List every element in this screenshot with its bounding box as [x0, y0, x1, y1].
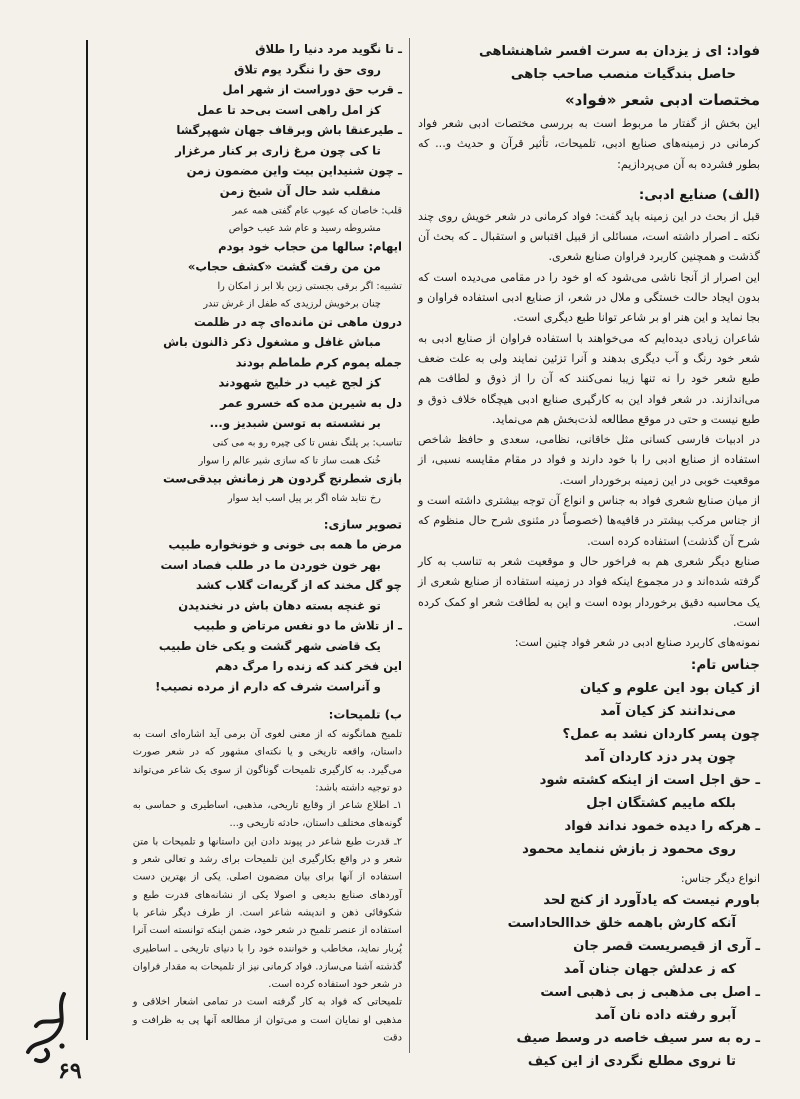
paragraph: این بخش از گفتار ما مربوط است به بررسی مختصات ادبی شعر فواد کرمانی در زمینه‌های صنایع ادبی، تلمیحات، تأثیر قرآن و حدیث و... که بطور فشرده به آن می‌پردازیم: [418, 117, 760, 171]
verse-line: ـ از تلاش ما دو نفس مرتاض و طبیب [193, 619, 402, 634]
verse-line-small: قلب: خاصان که عیوب عام گفتی همه عمر [232, 204, 402, 216]
verse-line: چون پدر دزد کاردان آمد [584, 750, 736, 766]
paragraph: از میان صنایع شعری فواد به جناس و انواع آن توجه بیشتری داشته است و از جناس مرکب بیشتر در قافیه‌ها (خصوصاً در مثنوی شرح حال منظوم که شرح آن گذشت) استفاده کرده است. [418, 494, 760, 548]
verse-line: ـ قرب حق دوراست از شهر امل [222, 84, 402, 98]
verse-line: باورم نیست که یادآورد از کنج لحد [543, 893, 760, 909]
paragraph: تلمیح همانگونه که از معنی لغوی آن برمی آید اشاره‌ای است به داستان، واقعه تاریخی و یا نکته‌ای مشهور که در شعر صورت می‌گیرد. به کارگیری تلمیحات گوناگون از سوی یک شاعر می‌تواند دو توجیه داشته باشد: [132, 728, 402, 794]
verse-line: این فخر کند که زنده را مرگ دهم [215, 660, 402, 674]
paragraph: تلمیحاتی که فواد به کار گرفته است در تمامی اشعار اخلاقی و مذهبی او نمایان است و می‌توان از مطالعه آنها پی به ظرافت و دقت [132, 996, 402, 1044]
verse-line: تا نروی مطلع نگردی از این کیف [527, 1054, 736, 1070]
verse-line: و آنراست شرف که دارم از مرده نصیب! [155, 680, 381, 694]
verse-line: ـ طیرعنقا باش وبرقاف جهان شهپرگشا [176, 124, 402, 138]
verse-line-small: تشبیه: اگر برقی بجستی زین بلا ابر ز امکان را [217, 280, 402, 292]
paragraph: ۱ـ اطلاع شاعر از وقایع تاریخی، مذهبی، اساطیری و حماسی به گونه‌های مختلف داستان، حادثه تاریخی و... [132, 799, 402, 829]
verse-line: روی محمود ز بازش ننماید محمود [522, 842, 736, 858]
verse-line: آنکه کارش باهمه خلق خداالحاداست [507, 916, 736, 932]
verse-line: مباش غافل و مشغول ذکر ذالنون باش [163, 336, 381, 350]
verse-line: بهر خون خوردن ما در طلب فصاد است [160, 559, 381, 573]
verse-line: من من رفت گشت «کشف حجاب» [187, 260, 381, 275]
verse-line: که ز عدلش جهان جنان آمد [563, 962, 736, 978]
verse-line: از کیان بود این علوم و کیان [579, 681, 760, 697]
verse-line-small: انواع دیگر جناس: [680, 872, 760, 886]
verse-line: روی حق را ننگرد یوم تلاق [233, 63, 381, 77]
paragraph: این اصرار از آنجا ناشی می‌شود که او خود را در مقامی می‌دیده است که بدون ایجاد حالت خستگی و ملال در شعر، از صنایع ادبی استفاده فراوان و بجا نماید و این هنر او بر شاعر توانا طبع دیگری است. [418, 270, 760, 325]
verse-line: مرض ما همه بی خونی و خونخواره طبیب [168, 538, 402, 553]
left-column [133, 40, 402, 1047]
column-divider [409, 38, 410, 1053]
paragraph: ۲ـ قدرت طبع شاعر در پیوند دادن این داستانها و تلمیحات با متن شعر و در واقع بکارگیری این تلمیحات برای رشد و تعالی شعر و استفاده از آنها برای بیان مضمون اصلی. یکی از بهترین دست آوردهای صنایع بدیعی و اصولا یکی از نشانه‌های قدرت طبع و شکوفائی ذهن و اندیشه شاعر است. از طرف دیگر شاعر با استفاده از عنصر تلمیح در شعر خود، ضمن اینکه توانسته است آنرا پُربار نماید، مخاطب و خواننده خود را با دنیای تاریخی ـ اساطیری گذشته آشنا می‌سازد. فواد کرمانی نیز از تلمیحات به مقدار فراوان در شعر خود استفاده کرده است. [132, 835, 402, 990]
verse-line: ـ ره به سر سیف خاصه در وسط صیف [516, 1031, 760, 1047]
verse-line: بلکه ماییم کشتگان اجل [586, 796, 736, 812]
spacer [418, 175, 760, 183]
verse-line: یک قاضی شهر گشت و یکی خان طبیب [158, 640, 381, 654]
paragraph: در ادبیات فارسی کسانی مثل خاقانی، نظامی، سعدی و حافظ شاخص استفاده از صنایع ادبی را با خود دارند و فواد در مقام مقایسه نسبی، از موقعیت خوبی در این زمینه برخوردار است. [418, 433, 760, 487]
verse-line: تا کی چون مرغ زاری بر کنار مرغزار [175, 144, 381, 158]
spacer [133, 507, 402, 514]
paragraph: شاعران زیادی دیده‌ایم که می‌خواهند با استفاده فراوان از صنایع ادبی به شعر خود رنگ و آب دیگری بدهند و آنرا تزئین نمایند ولی به علت ضعف طبع شعر خود را نه تنها زیبا نمی‌کنند که آن را از ذوق و لطافت هم می‌اندازند. در شعر فواد این به کارگیری صنایع ادبی هیچگاه خلاف ذوق و طبع نیست و حتی در موقع مطالعه لذت‌بخش هم می‌نماید. [418, 331, 760, 426]
paragraph: قبل از بحث در این زمینه باید گفت: فواد کرمانی در شعر خویش روی چند نکته ـ اصرار داشته است، مسائلی از قبیل اقتباس و استقبال ـ که بحث آن گذشت و همچنین کاربرد فراوان صنایع شعری. [418, 209, 760, 264]
verse-line: بازی شطرنج گردون هر زمانش بیدقی‌ست [162, 472, 402, 487]
verse-line: چون پسر کاردان نشد به عمل؟ [562, 727, 760, 743]
verse-line-small: چنان برخویش لرزیدی که طفل از غرش تندر [203, 297, 381, 310]
verse-line: ـ تا نگوید مرد دنیا را طلاق [255, 43, 402, 57]
verse-line: چو گل مخند که از گریه‌ات گلاب کشد [196, 579, 402, 593]
verse-line: درون ماهی تن مانده‌ای چه در ظلمت [194, 316, 402, 330]
verse-line: ایهام: سالها من حجاب خود بودم [218, 240, 402, 254]
verse-line-small: رخ نتابد شاه اگر بر پیل اسب اید سوار [227, 492, 381, 504]
verse-line: ـ چون شنیداین بیت واین مضمون زمن [186, 164, 402, 179]
section-heading: تصویر سازی: [323, 517, 402, 532]
section-heading: جناس تام: [690, 657, 760, 674]
verse-line: بر نشسته به توسن شبدیز و... [209, 417, 381, 431]
verse-line: فواد: ای ز یزدان به سرت افسر شاهنشاهی [479, 44, 760, 59]
spacer [133, 697, 402, 704]
verse-line: کز امل راهی است بی‌حد تا عمل [197, 104, 381, 118]
verse-line: آبرو رفته داده نان آمد [594, 1008, 736, 1024]
margin-rule [86, 40, 88, 1040]
verse-line: حاصل بندگیات منصب صاحب جاهی [510, 67, 736, 82]
section-heading: (الف) صنایع ادبی: [638, 186, 760, 203]
verse-line: ـ حق اجل است از اینکه کشته شود [539, 773, 760, 789]
verse-line: دل به شیرین مده که خسرو عمر [220, 397, 402, 411]
section-heading: ب) تلمیحات: [328, 707, 402, 722]
paragraph: نمونه‌های کاربرد صنایع ادبی در شعر فواد چنین است: [514, 636, 760, 650]
right-column [418, 40, 760, 1073]
verse-line: جمله یموم کرم طماطم بودند [235, 356, 402, 370]
verse-line: می‌ندانند کز کیان آمد [600, 704, 736, 720]
verse-line: تو غنچه بسته دهان باش در نخندیدن [178, 599, 381, 613]
verse-line: ـ آری از قیصریست قصر جان [573, 939, 760, 955]
page-number: ۶۹ [58, 1058, 82, 1084]
paragraph: صنایع دیگر شعری هم به فراخور حال و موقعیت شعر به تناسب به کار گرفته شده‌اند و در مجموع اینکه فواد در زمینه استفاده از صنایع شعری از یک محاسبه دقیق برخوردار بوده است و این به لطافت شعر او کمک کرده است. [418, 554, 760, 629]
verse-line: ـ هرکه را دیده خمود نداند فواد [564, 819, 760, 835]
verse-line: منقلب شد حال آن شیخ زمن [219, 185, 381, 199]
verse-line-small: خُنک همت ساز تا که سازی شیر عالم را سوار [198, 454, 381, 466]
verse-line: ـ اصل بی مذهبی ز بی ذهبی است [540, 985, 760, 1001]
section-title: مختصات ادبی شعر «فواد» [564, 91, 760, 109]
verse-line: کز لجج غیب در خلیج شهودند [218, 377, 381, 391]
verse-line-small: تناسب: بر پلنگ نفس تا کی چیره رو به می کنی [212, 436, 402, 449]
verse-line-small: مشروطه رسید و عام شد عیب خواص [228, 222, 381, 234]
spacer [418, 861, 760, 869]
